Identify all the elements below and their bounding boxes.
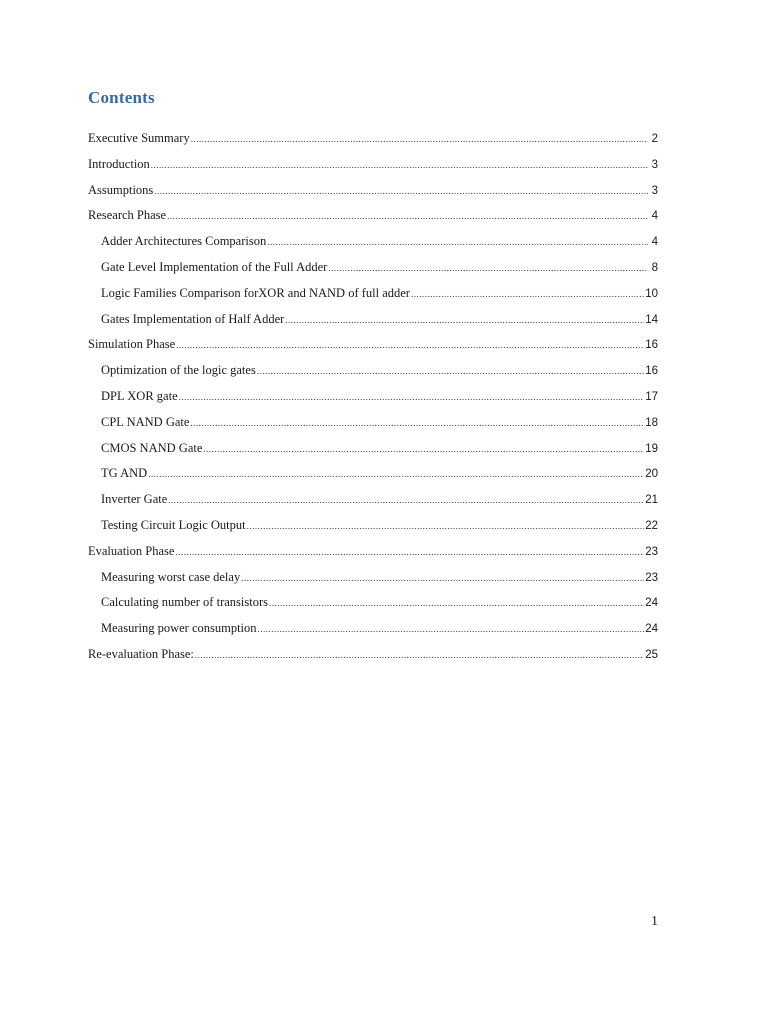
toc-entry[interactable] [88, 539, 658, 565]
toc-entry-title: TG AND [101, 466, 148, 481]
toc-entry[interactable] [88, 384, 658, 410]
toc-entry-title: Optimization of the logic gates [101, 363, 256, 378]
toc-entry-page: 18 [645, 416, 658, 429]
toc-dot-leader [267, 230, 648, 256]
toc-entry-page: 16 [645, 365, 658, 378]
toc-dot-leader [269, 591, 644, 617]
toc-entry-title: Calculating number of transistors [101, 595, 268, 610]
toc-entry-page: 16 [645, 339, 658, 352]
toc-entry[interactable] [88, 255, 658, 281]
toc-entry-title: CPL NAND Gate [101, 414, 190, 429]
toc-entry-page: 21 [645, 494, 658, 507]
toc-dot-leader [247, 514, 645, 540]
toc-dot-leader [179, 385, 645, 411]
toc-dot-leader [168, 488, 644, 514]
toc-entry-title: Adder Architectures Comparison [101, 234, 267, 249]
toc-dot-leader [167, 204, 648, 230]
toc-entry-page: 4 [651, 236, 658, 249]
toc-entry[interactable] [88, 332, 658, 358]
toc-list [88, 126, 658, 668]
page-number: 1 [651, 914, 658, 929]
toc-entry[interactable] [88, 410, 658, 436]
toc-entry-title: Measuring power consumption [101, 621, 257, 636]
toc-entry-title: Evaluation Phase [88, 543, 175, 558]
toc-dot-leader [241, 566, 644, 592]
toc-dot-leader [328, 256, 648, 282]
toc-entry-page: 22 [645, 519, 658, 532]
toc-entry[interactable] [88, 178, 658, 204]
toc-entry-title: CMOS NAND Gate [101, 440, 203, 455]
toc-dot-leader [154, 179, 648, 205]
toc-entry[interactable] [88, 358, 658, 384]
toc-entry-title: Executive Summary [88, 131, 190, 145]
toc-entry-page: 24 [645, 623, 658, 636]
toc-entry[interactable] [88, 229, 658, 255]
toc-entry[interactable] [88, 487, 658, 513]
toc-dot-leader [176, 333, 644, 359]
toc-entry[interactable] [88, 642, 658, 668]
toc-entry-page: 10 [645, 287, 658, 300]
toc-entry-title: Gates Implementation of Half Adder [101, 311, 285, 326]
toc-entry[interactable] [88, 513, 658, 539]
toc-dot-leader [175, 540, 644, 566]
toc-dot-leader [257, 359, 644, 385]
toc-entry-page: 23 [645, 571, 658, 584]
toc-entry-title: Logic Families Comparison forXOR and NAND of full adder [101, 285, 410, 300]
toc-entry-page: 2 [651, 133, 658, 145]
toc-entry-page: 24 [645, 597, 658, 610]
toc-dot-leader [191, 127, 648, 153]
toc-entry-title: Gate Level Implementation of the Full Adder [101, 259, 328, 274]
toc-dot-leader [203, 437, 644, 463]
toc-entry-page: 25 [645, 648, 658, 661]
toc-dot-leader [148, 462, 644, 488]
toc-entry[interactable] [88, 203, 658, 229]
toc-entry-title: Research Phase [88, 208, 167, 223]
toc-entry-title: Simulation Phase [88, 337, 176, 352]
toc-dot-leader [258, 617, 645, 643]
toc-entry[interactable] [88, 590, 658, 616]
toc-entry-title: Testing Circuit Logic Output [101, 517, 246, 532]
toc-entry-page: 3 [651, 184, 658, 197]
toc-dot-leader [151, 153, 648, 179]
toc-entry[interactable] [88, 461, 658, 487]
toc-entry-title: Introduction [88, 156, 150, 171]
toc-entry[interactable] [88, 436, 658, 462]
toc-entry[interactable] [88, 616, 658, 642]
toc-dot-leader [195, 643, 644, 669]
toc-entry-page: 19 [645, 442, 658, 455]
toc-entry-title: Assumptions [88, 182, 154, 197]
toc-dot-leader [285, 308, 644, 334]
toc-entry[interactable] [88, 565, 658, 591]
toc-dot-leader [411, 282, 644, 308]
toc-entry-page: 17 [645, 390, 658, 403]
toc-entry-title: DPL XOR gate [101, 388, 178, 403]
toc-entry-page: 8 [651, 261, 658, 274]
toc-entry-page: 3 [651, 158, 658, 171]
toc-heading: Contents [88, 88, 155, 107]
toc-entry[interactable] [88, 152, 658, 178]
toc-entry-page: 4 [651, 210, 658, 223]
toc-dot-leader [190, 411, 644, 437]
toc-entry-page: 20 [645, 468, 658, 481]
toc-entry-title: Measuring worst case delay [101, 569, 241, 584]
toc-entry[interactable] [88, 126, 658, 152]
toc-entry[interactable] [88, 307, 658, 333]
toc-entry-title: Inverter Gate [101, 492, 168, 507]
toc-entry-title: Re-evaluation Phase: [88, 646, 194, 661]
toc-entry-page: 23 [645, 545, 658, 558]
toc-entry[interactable] [88, 281, 658, 307]
toc-entry-page: 14 [645, 313, 658, 326]
